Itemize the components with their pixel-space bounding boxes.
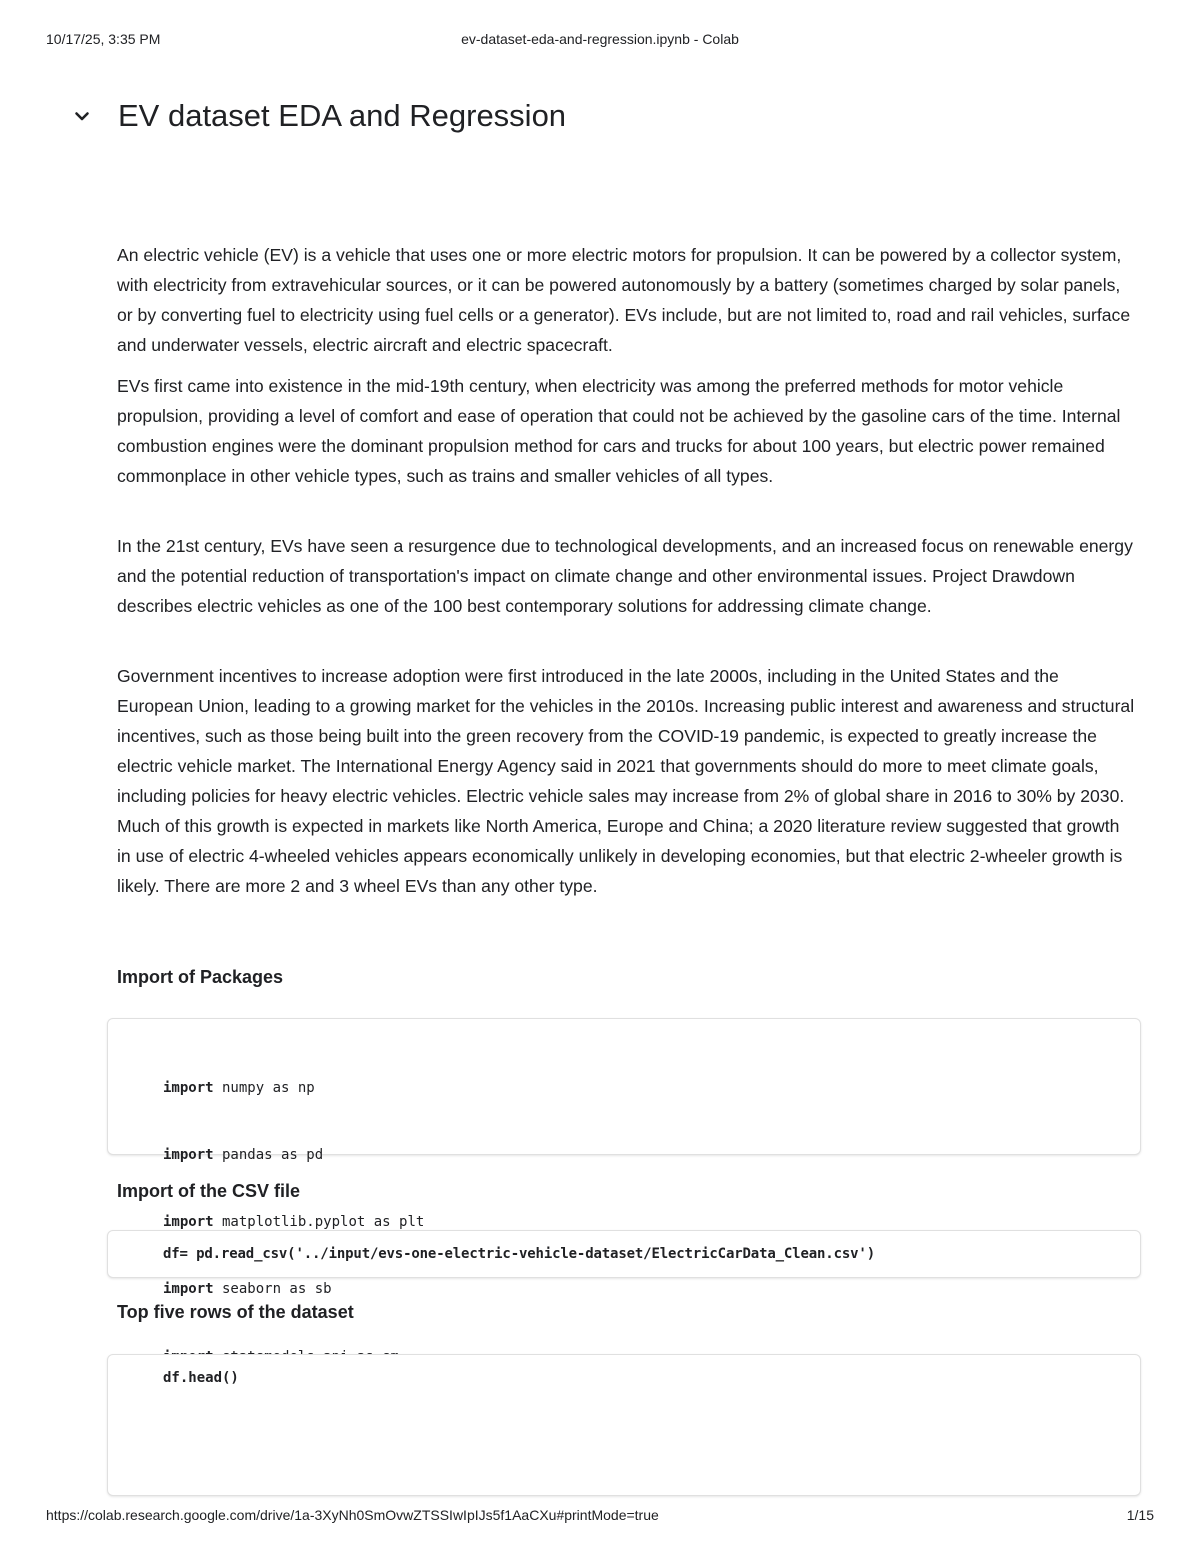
paragraph-4 [117,661,1137,901]
print-header [46,31,1154,51]
code-text: numpy as np [213,1079,315,1096]
code-line [163,1144,424,1166]
code-text: seaborn as sb [213,1281,332,1298]
code-editor[interactable]: df.head() [163,1370,239,1386]
head-heading: Top five rows of the dataset [117,1302,354,1322]
csv-heading [117,1181,300,1202]
code-line [163,1077,424,1099]
code-text: pandas as pd [213,1147,324,1164]
code-keyword: import [163,1214,214,1231]
page-number: 1/15 [1126,1507,1154,1523]
packages-heading: Import of Packages [117,967,284,987]
paragraph-2 [117,371,1137,491]
csv-heading-bold: CSV [232,1181,270,1201]
paragraph-text: EVs first came into existence in the mid-19th century, when electricity was among the preferred methods for motor vehicle propulsion, providing a level of comfort and ease of operation that could not be achieved by the gasoline cars of the time. Internal combustion engines were the dominant propulsion method for cars and trucks for about 100 years, but electric power remained commonplace in other vehicle types, such as trains and smaller vehicles of all types. [117,376,1121,486]
notebook-title: EV dataset EDA and Regression [118,98,567,133]
paragraph-1 [117,240,1137,360]
code-keyword: import [163,1147,214,1164]
chevron-down-icon[interactable] [70,104,94,128]
paragraph-3 [117,531,1137,621]
print-url: https://colab.research.google.com/drive/1a-3XyNh0SmOvwZTSSIwIpIJs5f1AaCXu#printMode=true [46,1507,659,1523]
paragraph-text: Government incentives to increase adoption were first introduced in the late 2000s, including in the United States and the European Union, leading to a growing market for the vehicles in the 2010s. Increasing public interest and awareness and structural incentives, such as those being built into the green recovery from the COVID-19 pandemic, is expected to greatly increase the electric vehicle market. The International Energy Agency said in 2021 that governments should do more to meet climate goals, including policies for heavy electric vehicles. Electric vehicle sales may increase from 2% of global share in 2016 to 30% by 2030. Much of this growth is expected in markets like North America, Europe and China; a 2020 literature review suggested that growth in use of electric 4-wheeled vehicles appears economically unlikely in developing economies, but that electric 2-wheeler growth is likely. There are more 2 and 3 wheel EVs than any other type. [117,666,1135,896]
paragraph-text: An electric vehicle (EV) is a vehicle that uses one or more electric motors for propulsion. It can be powered by a collector system, with electricity from extravehicular sources, or it can be powered autonomously by a battery (sometimes charged by solar panels, or by converting fuel to electricity using fuel cells or a generator). EVs include, but are not limited to, road and rail vehicles, surface and underwater vessels, electric aircraft and electric spacecraft. [117,245,1131,355]
code-keyword: import [163,1079,214,1096]
csv-heading-post: file [269,1181,301,1201]
code-cell-read-csv[interactable] [107,1230,1141,1278]
print-datetime: 10/17/25, 3:35 PM [46,31,161,47]
print-tab-title: ev-dataset-eda-and-regression.ipynb - Colab [461,31,739,47]
paragraph-text: In the 21st century, EVs have seen a resurgence due to technological developments, and an increased focus on renewable energy and the potential reduction of transportation's impact on climate change and other environmental issues. Project Drawdown describes electric vehicles as one of the 100 best contemporary solutions for addressing climate change. [117,536,1133,616]
code-cell-head[interactable] [107,1354,1141,1496]
code-keyword: import [163,1281,214,1298]
csv-heading-pre: Import of the [117,1181,232,1201]
code-line [163,1278,424,1300]
code-editor[interactable]: df= pd.read_csv('../input/evs-one-electric-vehicle-dataset/ElectricCarData_Clean.csv') [163,1246,875,1262]
code-text: matplotlib.pyplot as plt [213,1214,425,1231]
print-footer [46,1507,1154,1527]
